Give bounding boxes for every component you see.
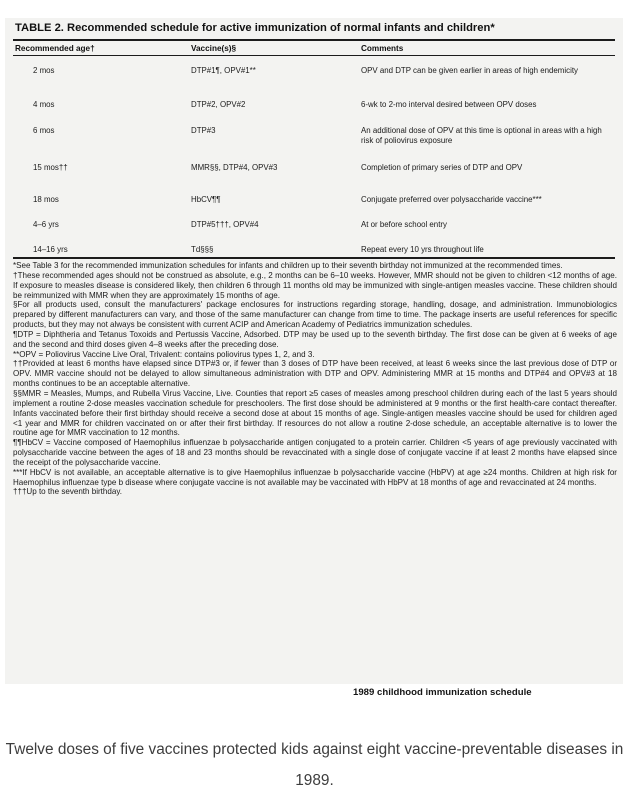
scanned-table-image (5, 18, 623, 698)
cell-vaccines: HbCV¶¶ (191, 195, 221, 204)
footnote: ¶¶HbCV = Vaccine composed of Haemophilus influenzae b polysaccharide antigen conjugated to a protein carrier. Children <5 years of age previously vaccinated with polysaccharide vaccine between the ages of 18 and 23 months should be revaccinated with a single dose of conjugate vaccine if at least 2 months have elapsed since the receipt of the polysaccharide vaccine. (13, 438, 617, 467)
cell-age: 6 mos (33, 126, 55, 135)
footnote: †These recommended ages should not be construed as absolute, e.g., 2 months can be 6–10 weeks. However, MMR should not be given to children <12 months of age. If exposure to measles disease is considered likely, then children 6 through 11 months old may be immunized with single-antigen measles vaccine. These children should be reimmunized with MMR when they are approximately 15 months of age. (13, 270, 617, 300)
cell-comments: Completion of primary series of DTP and OPV (361, 163, 523, 172)
cell-vaccines: DTP#3 (191, 126, 216, 135)
header-comments: Comments (361, 44, 404, 53)
cell-comments: At or before school entry (361, 220, 447, 229)
cell-vaccines: DTP#1¶, OPV#1** (191, 66, 256, 75)
cell-vaccines: DTP#5†††, OPV#4 (191, 220, 259, 229)
cell-vaccines: MMR§§, DTP#4, OPV#3 (191, 163, 278, 172)
cell-comments: Repeat every 10 yrs throughout life (361, 245, 484, 254)
cell-comments: 6-wk to 2-mo interval desired between OPV doses (361, 100, 537, 109)
footnote: ¶DTP = Diphtheria and Tetanus Toxoids and Pertussis Vaccine, Adsorbed. DTP may be used up to the seventh birthday. The first dose can be given at 6 weeks of age and the second and third doses given 4–8 weeks after the preceding dose. (13, 329, 617, 349)
top-rule (13, 39, 615, 41)
cell-age: 4–6 yrs (33, 220, 59, 229)
footnote: §§MMR = Measles, Mumps, and Rubella Virus Vaccine, Live. Counties that report ≥5 cases of measles among preschool children during each of the last 5 years should implement a routine 2-dose measles vaccination schedule for preschoolers. The first dose should be administered at 9 months or the first health-care contact thereafter. Infants vaccinated before their first birthday should receive a second dose at about 15 months of age. Single-antigen measles vaccine should be used for children aged <1 year and MMR for children vaccinated on or after their first birthday. If resources do not allow a routine 2-dose schedule, an acceptable alternative is to lower the routine age for MMR vaccination to 12 months. (13, 388, 617, 438)
footnote: ***If HbCV is not available, an acceptable alternative is to give Haemophilus influenzae b polysaccharide vaccine (HbPV) at age ≥24 months. Children at high risk for Haemophilus influenzae type b disease where conjugate vaccine is not available may be vaccinated with HbPV at 18 months of age and revaccinated at 24 months. (13, 467, 617, 487)
bottom-rule (13, 257, 615, 259)
cell-comments: An additional dose of OPV at this time is optional in areas with a high risk of poliovirus exposure (361, 126, 602, 145)
footnote: §For all products used, consult the manufacturers' package enclosures for instructions regarding storage, handling, dosage, and administration. Immunobiologics prepared by different manufacturers can vary, and those of the same manufacturer can change from time to time. The package inserts are useful references for specific products, but they may not always be consistent with current ACIP and American Academy of Pediatrics immunization schedules. (13, 300, 617, 330)
footnote: ††Provided at least 6 months have elapsed since DTP#3 or, if fewer than 3 doses of DTP have been received, at least 6 weeks since the last previous dose of DTP or OPV. MMR vaccine should not be delayed to allow simultaneous administration with DTP and OPV. Administering MMR at 15 months and DTP#4 and OPV#3 at 18 months continues to be an acceptable alternative. (13, 359, 617, 389)
header-rule (13, 55, 615, 56)
cell-vaccines: DTP#2, OPV#2 (191, 100, 246, 109)
cell-comments: Conjugate preferred over polysaccharide vaccine*** (361, 195, 542, 204)
header-recommended-age: Recommended age† (15, 44, 95, 53)
table-title: TABLE 2. Recommended schedule for active immunization of normal infants and children* (15, 22, 495, 34)
footnote: †††Up to the seventh birthday. (13, 487, 123, 497)
cell-age: 15 mos†† (33, 163, 68, 172)
footnote: *See Table 3 for the recommended immunization schedules for infants and children up to their seventh birthday not immunized at the recommended times. (13, 261, 563, 270)
source-label: 1989 childhood immunization schedule (353, 687, 532, 698)
image-caption: Twelve doses of five vaccines protected kids against eight vaccine-preventable diseases in 1989. (5, 741, 624, 789)
cell-age: 2 mos (33, 66, 55, 75)
cell-age: 18 mos (33, 195, 59, 204)
cell-comments: OPV and DTP can be given earlier in areas of high endemicity (361, 66, 578, 75)
cell-vaccines: Td§§§ (191, 245, 214, 254)
header-vaccines: Vaccine(s)§ (191, 44, 237, 53)
cell-age: 14–16 yrs (33, 245, 68, 254)
footnote: **OPV = Poliovirus Vaccine Live Oral, Trivalent: contains poliovirus types 1, 2, and 3. (13, 349, 315, 359)
footnotes (13, 261, 617, 497)
cell-age: 4 mos (33, 100, 55, 109)
